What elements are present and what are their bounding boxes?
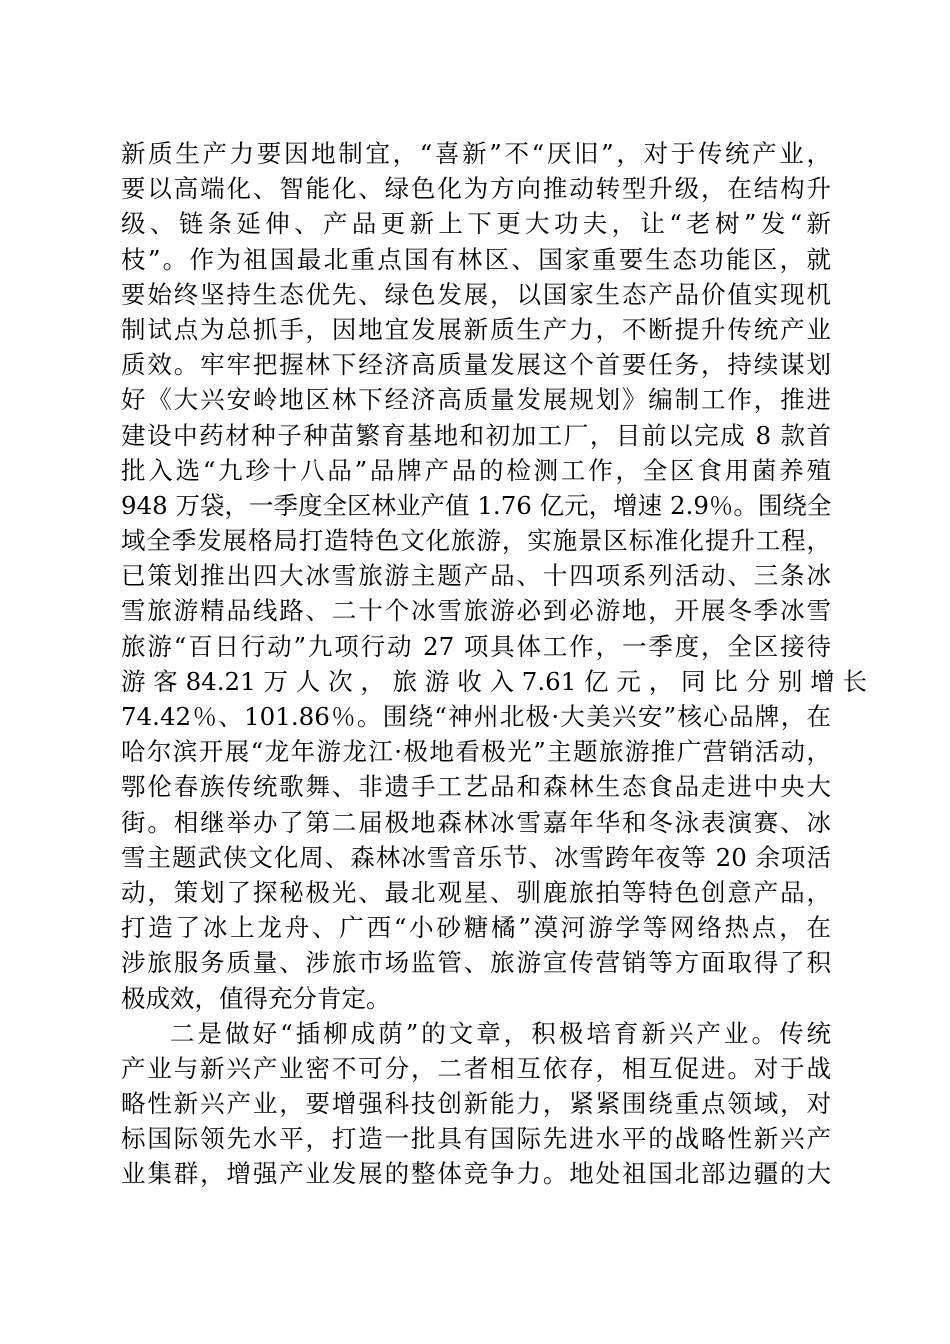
text-line: 雪旅游精品线路、二十个冰雪旅游必到必游地，开展冬季冰雪 xyxy=(121,596,831,626)
text-line: 略性新兴产业，要增强科技创新能力，紧紧围绕重点领域，对 xyxy=(121,1089,831,1119)
text-line: 要始终坚持生态优先、绿色发展，以国家生态产品价值实现机 xyxy=(121,279,831,309)
text-line: 涉旅服务质量、涉旅市场监管、旅游宣传营销等方面取得了积 xyxy=(121,948,831,978)
text-line: 动，策划了探秘极光、最北观星、驯鹿旅拍等特色创意产品， xyxy=(121,877,831,907)
text-line: 旅游“百日行动”九项行动 27 项具体工作，一季度，全区接待 xyxy=(121,631,831,661)
paragraph-first-line: 二是做好“插柳成荫”的文章，积极培育新兴产业。传统 xyxy=(170,1018,831,1048)
text-line: 批入选“九珍十八品”品牌产品的检测工作，全区食用菌养殖 xyxy=(121,455,831,485)
text-line: 好《大兴安岭地区林下经济高质量发展规划》编制工作，推进 xyxy=(121,385,831,415)
text-line: 质效。牢牢把握林下经济高质量发展这个首要任务，持续谋划 xyxy=(121,350,831,380)
text-line: 74.42％、101.86％。围绕“神州北极·大美兴安”核心品牌，在 xyxy=(121,702,831,731)
text-line: 雪主题武侠文化周、森林冰雪音乐节、冰雪跨年夜等 20 余项活 xyxy=(121,842,831,872)
text-line: 已策划推出四大冰雪旅游主题产品、十四项系列活动、三条冰 xyxy=(121,561,831,591)
text-line: 新质生产力要因地制宜，“喜新”不“厌旧”，对于传统产业， xyxy=(121,139,831,168)
text-line: 打造了冰上龙舟、广西“小砂糖橘”漠河游学等网络热点，在 xyxy=(121,913,831,943)
text-line: 制试点为总抓手，因地宜发展新质生产力，不断提升传统产业 xyxy=(121,314,831,344)
text-line: 枝”。作为祖国最北重点国有林区、国家重要生态功能区，就 xyxy=(121,244,831,274)
text-line: 极成效，值得充分肯定。 xyxy=(121,983,391,1013)
text-line: 948 万袋，一季度全区林业产值 1.76 亿元，增速 2.9％。围绕全 xyxy=(121,490,832,520)
text-line: 要以高端化、智能化、绿色化为方向推动转型升级，在结构升 xyxy=(121,174,831,204)
text-line: 建设中药材种子种苗繁育基地和初加工厂，目前以完成 8 款首 xyxy=(121,420,831,450)
text-line: 业集群，增强产业发展的整体竞争力。地处祖国北部边疆的大 xyxy=(121,1159,831,1189)
text-line: 哈尔滨开展“龙年游龙江·极地看极光”主题旅游推广营销活动， xyxy=(121,737,831,767)
text-line: 标国际领先水平，打造一批具有国际先进水平的战略性新兴产 xyxy=(121,1124,831,1154)
text-line: 级、链条延伸、产品更新上下更大功夫，让“老树”发“新 xyxy=(121,209,831,239)
text-line: 游 客 84.21 万 人 次 ， 旅 游 收 入 7.61 亿 元 ， 同 比 分 别 增 长 xyxy=(121,666,867,696)
text-line: 街。相继举办了第二届极地森林冰雪嘉年华和冬泳表演赛、冰 xyxy=(121,807,831,837)
text-line: 产业与新兴产业密不可分，二者相互依存，相互促进。对于战 xyxy=(121,1053,831,1083)
body-text xyxy=(121,136,867,1192)
text-line: 域全季发展格局打造特色文化旅游，实施景区标准化提升工程， xyxy=(121,526,831,556)
text-line: 鄂伦春族传统歌舞、非遗手工艺品和森林生态食品走进中央大 xyxy=(121,772,831,802)
